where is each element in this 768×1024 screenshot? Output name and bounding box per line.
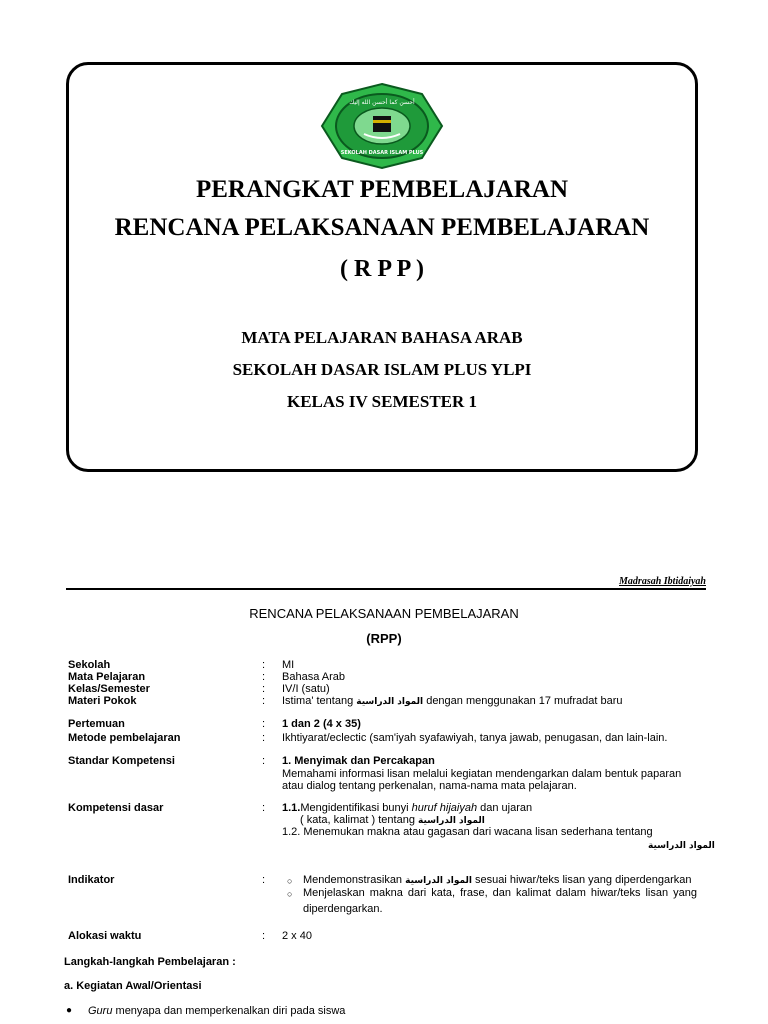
bullet-1-text: menyapa dan memperkenalkan diri pada siswa [112, 1005, 346, 1017]
mapel-value: Bahasa Arab [282, 671, 345, 683]
bullet-1 [88, 1005, 345, 1018]
madrasah-header: Madrasah Ibtidaiyah [619, 576, 706, 587]
bullet-circle-icon: ○ [287, 889, 293, 899]
doc-title: RENCANA PELAKSANAAN PEMBELAJARAN [249, 606, 519, 621]
kd-2-arabic: المواد الدراسية [648, 841, 715, 851]
colon: : [262, 683, 266, 695]
kd-label: Kompetensi dasar [68, 802, 164, 814]
header-rule [66, 588, 706, 590]
colon: : [262, 659, 266, 671]
materi-pre: Istima' tentang [282, 695, 357, 707]
materi-label: Materi Pokok [68, 695, 137, 707]
school-logo [318, 80, 446, 172]
pertemuan-label: Pertemuan [68, 718, 125, 730]
kd-1-line-2-text: ( kata, kalimat ) tentang [300, 814, 418, 826]
bullet-1-italic: Guru [88, 1005, 113, 1017]
colon: : [262, 802, 266, 814]
cover-title-3: ( R P P ) [340, 256, 424, 282]
alokasi-label: Alokasi waktu [68, 930, 142, 942]
alokasi-value: 2 x 40 [282, 930, 312, 942]
sk-line-2: atau dialog tentang perkenalan, nama-nama mata pelajaran. [282, 780, 577, 792]
bullet-dot-icon: ● [66, 1005, 73, 1016]
kd-2: 1.2. Menemukan makna atau gagasan dari wacana lisan sederhana tentang [282, 826, 653, 838]
materi-arabic: المواد الدراسية [356, 697, 424, 707]
colon: : [262, 874, 266, 886]
cover-class: KELAS IV SEMESTER 1 [286, 392, 478, 411]
sekolah-label: Sekolah [68, 659, 111, 671]
kelas-label: Kelas/Semester [68, 683, 150, 695]
logo-school-text: SEKOLAH DASAR ISLAM PLUS [340, 150, 424, 156]
materi-post: dengan menggunakan 17 mufradat baru [423, 695, 623, 707]
sekolah-value: MI [282, 659, 295, 671]
cover-subject: MATA PELAJARAN BAHASA ARAB [241, 328, 523, 347]
colon: : [262, 755, 266, 767]
indikator-2-line-1: Menjelaskan makna dari kata, frase, dan kalimat dalam hiwar/teks lisan yang [303, 887, 697, 899]
indikator-1-pre: Mendemonstrasikan [303, 874, 406, 886]
metode-value: Ikhtiyarat/eclectic (sam'iyah syafawiyah, tanya jawab, penugasan, dan lain-lain. [282, 732, 668, 744]
cover-title-2: RENCANA PELAKSANAAN PEMBELAJARAN [114, 214, 650, 241]
colon: : [262, 930, 266, 942]
colon: : [262, 718, 266, 730]
bullet-circle-icon: ○ [287, 876, 293, 886]
kegiatan-heading: a. Kegiatan Awal/Orientasi [64, 980, 202, 992]
logo-arabic-text: أحسن كما أحسن الله إليك [349, 99, 415, 106]
sk-title: 1. Menyimak dan Percakapan [282, 755, 435, 767]
colon: : [262, 695, 266, 707]
indikator-1-post: sesuai hiwar/teks lisan yang diperdengarkan [472, 874, 692, 886]
sk-label: Standar Kompetensi [68, 755, 175, 767]
kd-1-text: Mengidentifikasi bunyi [300, 802, 412, 814]
doc-subtitle: (RPP) [366, 631, 402, 646]
pertemuan-value: 1 dan 2 (4 x 35) [282, 718, 361, 730]
kd-1-post: dan ujaran [477, 802, 533, 814]
indikator-1-arabic: المواد الدراسية [405, 876, 472, 886]
colon: : [262, 732, 266, 744]
kelas-value: IV/I (satu) [282, 683, 330, 695]
indikator-label: Indikator [68, 874, 115, 886]
cover-title-1: PERANGKAT PEMBELAJARAN [195, 176, 568, 203]
mapel-label: Mata Pelajaran [68, 671, 146, 683]
materi-value [282, 695, 623, 709]
colon: : [262, 671, 266, 683]
kd-1-italic: huruf hijaiyah [411, 802, 478, 814]
sk-line-1: Memahami informasi lisan melalui kegiatan mendengarkan dalam bentuk paparan [282, 768, 682, 780]
cover-school: SEKOLAH DASAR ISLAM PLUS YLPI [232, 360, 532, 379]
kd-1-arabic: المواد الدراسية [418, 816, 485, 826]
langkah-heading: Langkah-langkah Pembelajaran : [64, 956, 236, 968]
metode-label: Metode pembelajaran [68, 732, 181, 744]
indikator-2-line-2: diperdengarkan. [303, 903, 383, 915]
kd-1-num: 1.1. [282, 802, 301, 814]
